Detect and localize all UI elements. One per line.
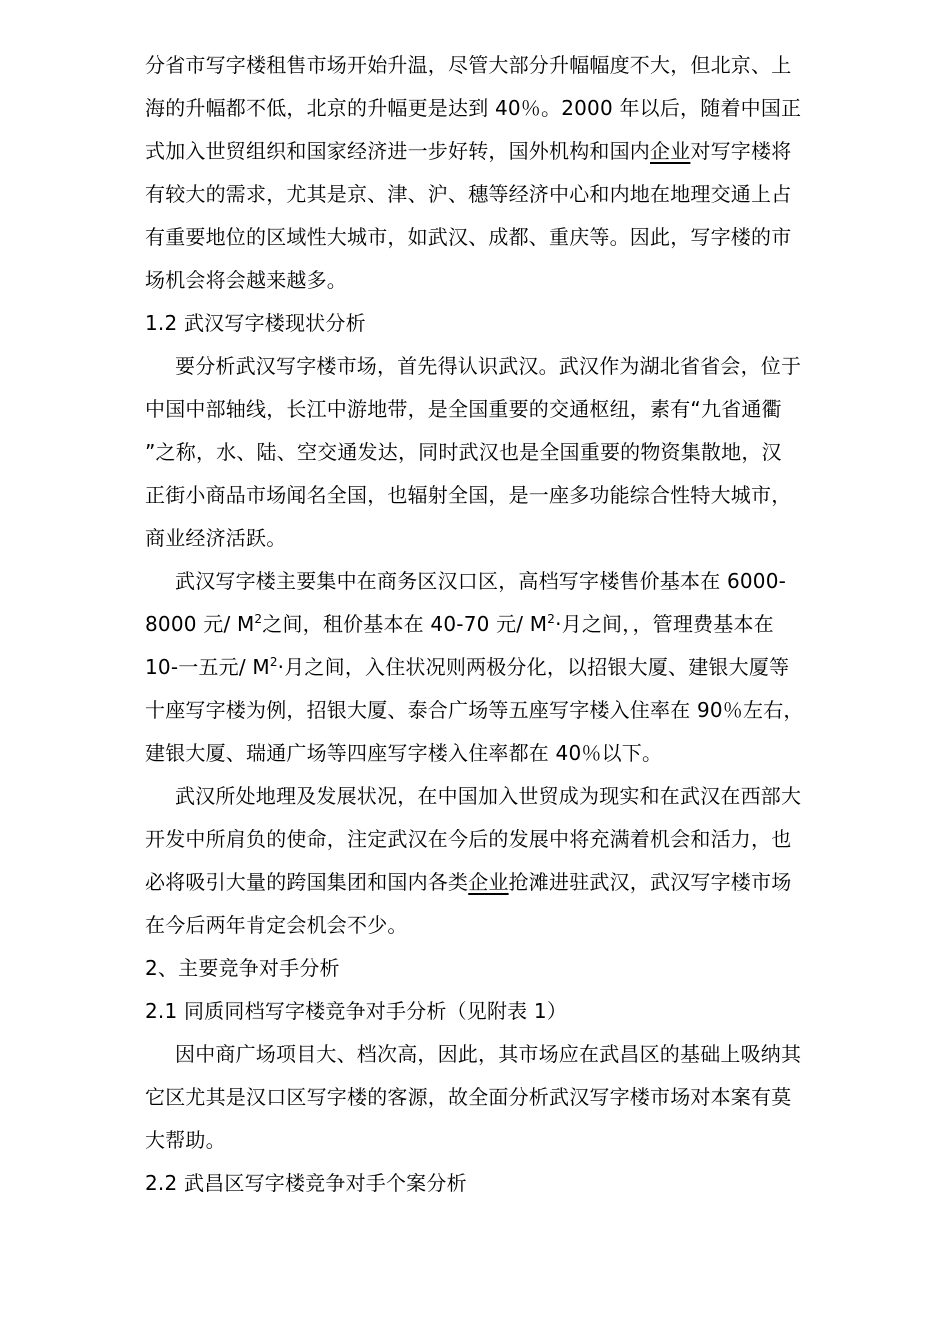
text-line: 8000 元/ $M^2$之间，租价基本在 40-70 元/ $M^2\cdot$月之间，，管理费基本在 <box>145 612 774 636</box>
text-line: 式加入世贸组织和国家经济进一步好转，国外机构和国内企业对写字楼将 <box>145 139 792 163</box>
text-line: 在今后两年肯定会机会不少。 <box>145 913 408 937</box>
hyperlink-enterprise[interactable]: 企业 <box>468 870 509 894</box>
text-line: 中国中部轴线，长江中游地带，是全国重要的交通枢纽，素有“九省通衢 <box>145 397 782 421</box>
text-line: 它区尤其是汉口区写字楼的客源，故全面分析武汉写字楼市场对本案有莫 <box>145 1085 792 1109</box>
section-heading: 1.2 武汉写字楼现状分析 <box>145 311 366 335</box>
section-heading: 2、主要竞争对手分析 <box>145 956 340 980</box>
text-line: 建银大厦、瑞通广场等四座写字楼入住率都在 40％以下。 <box>145 741 663 765</box>
text-line: 必将吸引大量的跨国集团和国内各类企业抢滩进驻武汉，武汉写字楼市场 <box>145 870 792 894</box>
section-heading: 2.1 同质同档写字楼竞争对手分析（见附表 1） <box>145 999 568 1023</box>
text-line: 十座写字楼为例，招银大厦、泰合广场等五座写字楼入住率在 90％左右， <box>145 698 804 722</box>
document-body <box>145 44 865 1205</box>
text-line: 要分析武汉写字楼市场，首先得认识武汉。武汉作为湖北省省会，位于 <box>175 354 802 378</box>
text-line: 场机会将会越来越多。 <box>145 268 347 292</box>
text-line: 有较大的需求，尤其是京、津、沪、穗等经济中心和内地在地理交通上占 <box>145 182 792 206</box>
text-line: 因中商广场项目大、档次高，因此，其市场应在武昌区的基础上吸纳其 <box>175 1042 802 1066</box>
paragraph <box>145 560 865 775</box>
hyperlink-enterprise[interactable]: 企业 <box>650 139 691 163</box>
paragraph <box>145 44 865 302</box>
text-line: 正街小商品市场闻名全国，也辐射全国，是一座多功能综合性特大城市， <box>145 483 792 507</box>
text-line: 开发中所肩负的使命，注定武汉在今后的发展中将充满着机会和活力，也 <box>145 827 792 851</box>
paragraph <box>145 1033 865 1162</box>
text-line: ”之称，水、陆、空交通发达，同时武汉也是全国重要的物资集散地，汉 <box>145 440 782 464</box>
text-line: 商业经济活跃。 <box>145 526 287 550</box>
text-line: 分省市写字楼租售市场开始升温，尽管大部分升幅幅度不大，但北京、上 <box>145 53 792 77</box>
text-line: 有重要地位的区域性大城市，如武汉、成都、重庆等。因此，写字楼的市 <box>145 225 792 249</box>
text-line: 海的升幅都不低，北京的升幅更是达到 40％。2000 年以后，随着中国正 <box>145 96 802 120</box>
text-line: 武汉写字楼主要集中在商务区汉口区，高档写字楼售价基本在 6000- <box>175 569 787 593</box>
paragraph <box>145 775 865 947</box>
text-line: 10-一五元/ $M^2\cdot$月之间，入住状况则两极分化，以招银大厦、建银大厦等 <box>145 655 790 679</box>
section-heading: 2.2 武昌区写字楼竞争对手个案分析 <box>145 1171 467 1195</box>
text-line: 大帮助。 <box>145 1128 226 1152</box>
paragraph <box>145 345 865 560</box>
text-line: 武汉所处地理及发展状况，在中国加入世贸成为现实和在武汉在西部大 <box>175 784 802 808</box>
